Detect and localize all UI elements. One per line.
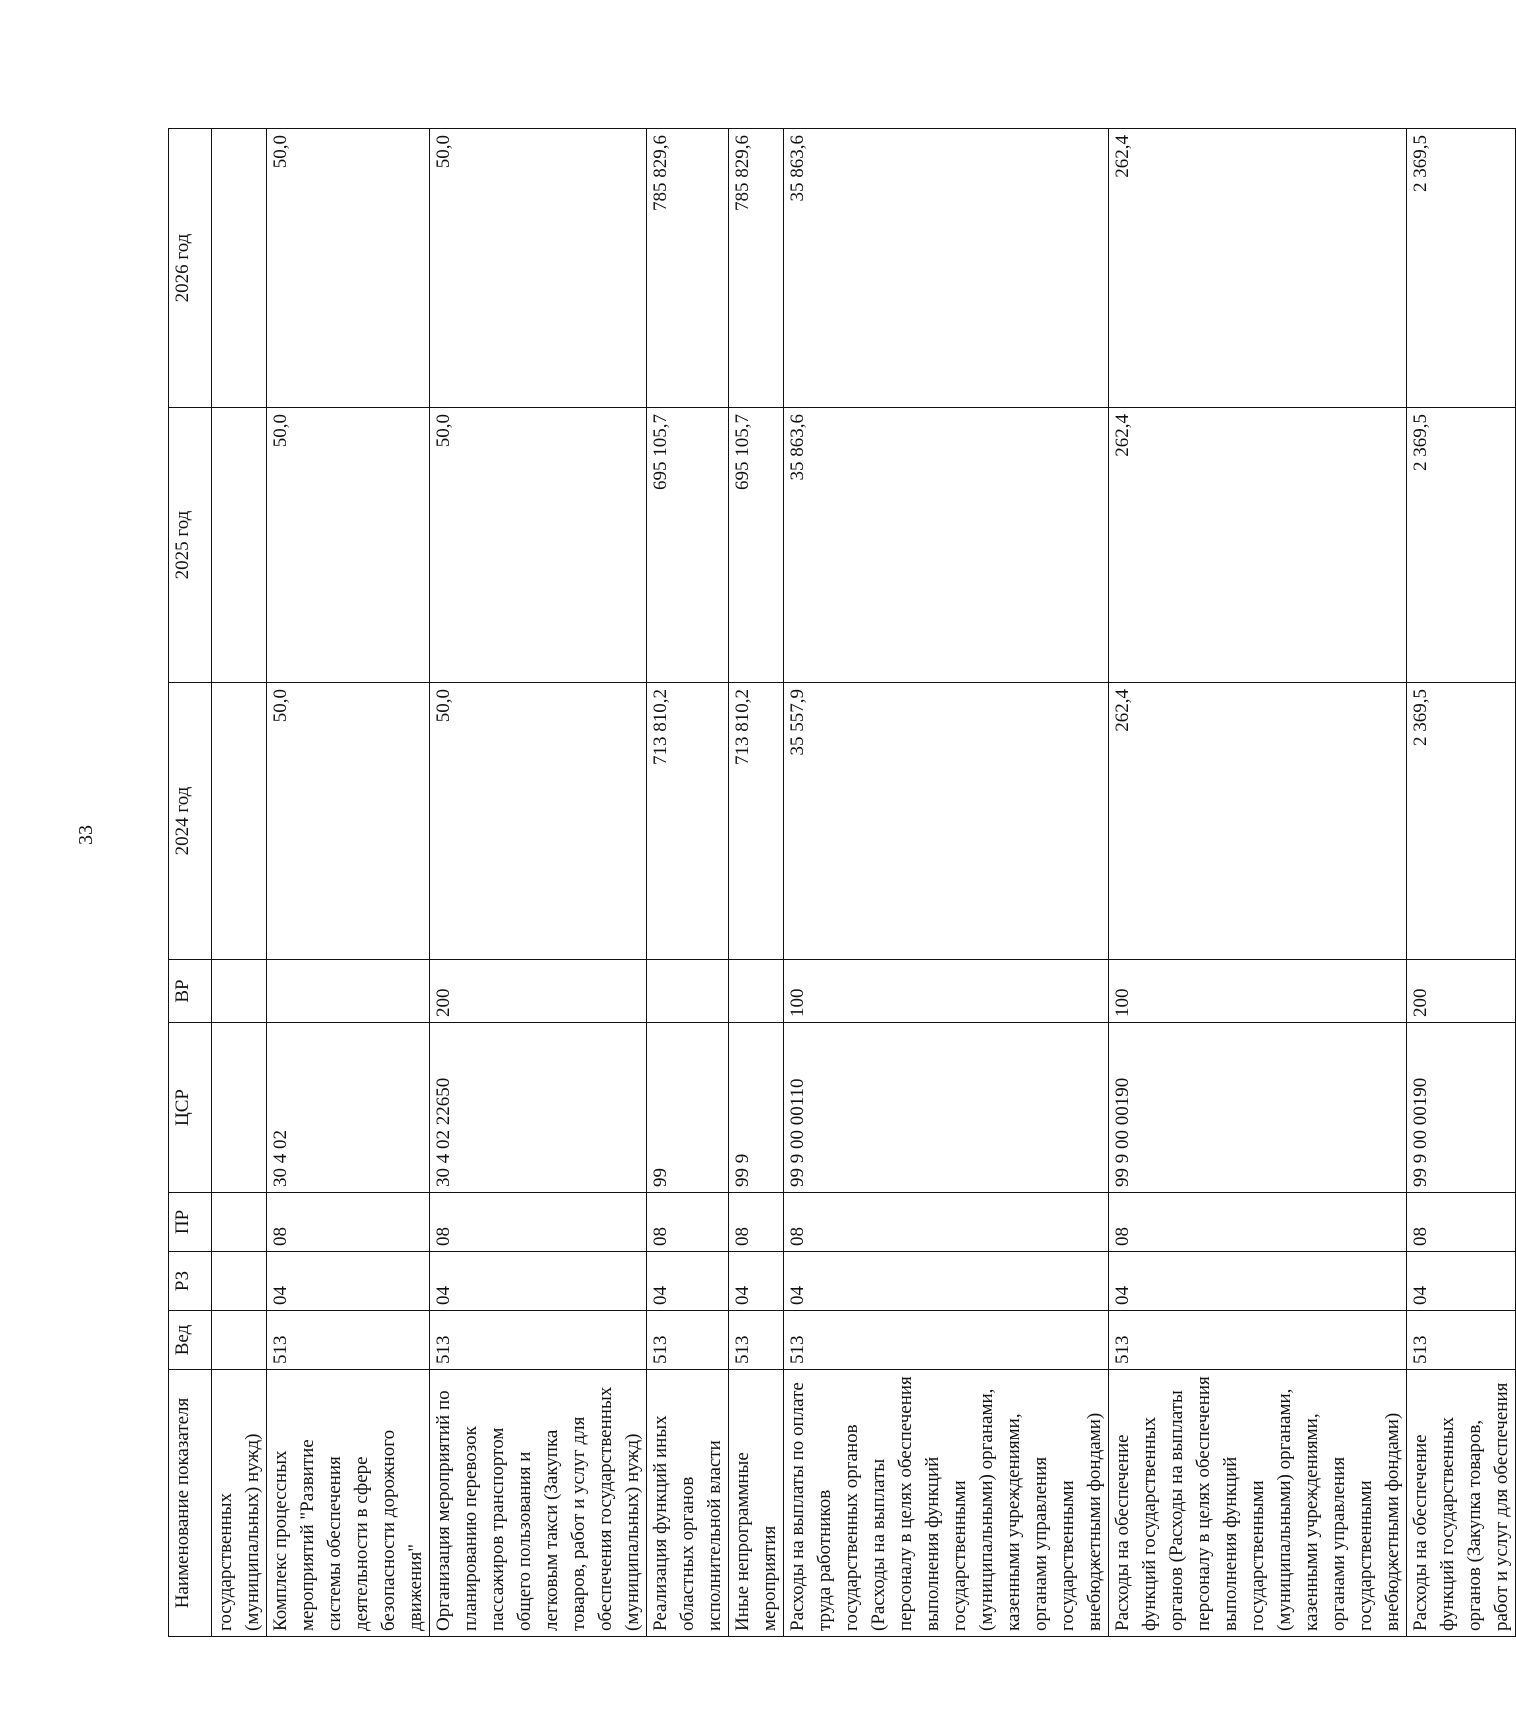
header-pr: ПР [169, 1193, 212, 1252]
cell-2026: 50,0 [430, 129, 647, 408]
cell-vr: 100 [1109, 960, 1407, 1023]
cell-pr: 08 [647, 1193, 729, 1252]
header-ved: Вед [169, 1311, 212, 1370]
cell-2026: 2 369,5 [1407, 129, 1516, 408]
cell-name: Расходы на обеспечение функций государственных органов (Закупка товаров, работ и услуг для обеспечения [1407, 1370, 1516, 1637]
cell-2026: 785 829,6 [729, 129, 784, 408]
cell-pr: 08 [729, 1193, 784, 1252]
cell-pr: 08 [430, 1193, 647, 1252]
cell-2024: 262,4 [1109, 683, 1407, 960]
header-2026: 2026 год [169, 129, 212, 408]
cell-pr: 08 [267, 1193, 430, 1252]
cell-ved: 513 [647, 1311, 729, 1370]
cell-2024: 2 369,5 [1407, 683, 1516, 960]
cell-pr: 08 [1109, 1193, 1407, 1252]
cell-2025: 695 105,7 [647, 408, 729, 683]
cell-rz: 04 [267, 1252, 430, 1311]
cell-2025: 50,0 [267, 408, 430, 683]
cell-ved: 513 [729, 1311, 784, 1370]
cell-2025: 50,0 [430, 408, 647, 683]
header-name: Наименование показателя [169, 1370, 212, 1637]
cell-2026: 262,4 [1109, 129, 1407, 408]
cell-name: Комплекс процессных мероприятий "Развитие системы обеспечения деятельности в сфере безопасности дорожного движения" [267, 1370, 430, 1637]
cell-pr: 08 [784, 1193, 1109, 1252]
table-row [784, 129, 1109, 1637]
table-row [729, 129, 784, 1637]
cell-2026: 35 863,6 [784, 129, 1109, 408]
header-vr: ВР [169, 960, 212, 1023]
table-row [1109, 129, 1407, 1637]
cell-2026: 50,0 [267, 129, 430, 408]
cell-name: Реализация функций иных областных органов исполнительной власти [647, 1370, 729, 1637]
continuation-text: государственных (муниципальных) нужд) [212, 1370, 267, 1637]
budget-table [168, 128, 1516, 1637]
cell-rz: 04 [1407, 1252, 1516, 1311]
table-row [430, 129, 647, 1637]
cell-2025: 262,4 [1109, 408, 1407, 683]
cell-vr: 200 [1407, 960, 1516, 1023]
cell-name: Расходы на выплаты по оплате труда работников государственных органов (Расходы на выплаты персоналу в целях обеспечения выполнения функций государственными (муниципальными) органами, казенными учреждениями, органами управления государственными внебюджетными фондами) [784, 1370, 1109, 1637]
cell-csr: 99 [647, 1023, 729, 1193]
cell-csr: 30 4 02 [267, 1023, 430, 1193]
cell-rz: 04 [729, 1252, 784, 1311]
table-row [1407, 129, 1516, 1637]
header-2025: 2025 год [169, 408, 212, 683]
header-csr: ЦСР [169, 1023, 212, 1193]
cell-csr: 99 9 [729, 1023, 784, 1193]
cell-vr [647, 960, 729, 1023]
cell-2024: 35 557,9 [784, 683, 1109, 960]
cell-name: Организация мероприятий по планированию перевозок пассажиров транспортом общего пользования и легковым такси (Закупка товаров, работ и услуг для обеспечения государственных (муниципальных) нужд) [430, 1370, 647, 1637]
cell-vr [729, 960, 784, 1023]
cell-2026: 785 829,6 [647, 129, 729, 408]
cell-vr [267, 960, 430, 1023]
header-2024: 2024 год [169, 683, 212, 960]
cell-csr: 99 9 00 00190 [1109, 1023, 1407, 1193]
cell-2025: 35 863,6 [784, 408, 1109, 683]
cell-ved: 513 [1109, 1311, 1407, 1370]
cell-vr: 200 [430, 960, 647, 1023]
cell-rz: 04 [430, 1252, 647, 1311]
rotated-table-wrapper [168, 129, 1512, 1637]
cell-2025: 2 369,5 [1407, 408, 1516, 683]
cell-ved: 513 [784, 1311, 1109, 1370]
page-number: 33 [75, 825, 97, 845]
cell-2024: 50,0 [267, 683, 430, 960]
header-rz: РЗ [169, 1252, 212, 1311]
cell-ved: 513 [430, 1311, 647, 1370]
cell-rz: 04 [1109, 1252, 1407, 1311]
cell-csr: 99 9 00 00110 [784, 1023, 1109, 1193]
cell-name: Расходы на обеспечение функций государственных органов (Расходы на выплаты персоналу в целях обеспечения выполнения функций государственными (муниципальными) органами, казенными учреждениями, органами управления государственными внебюджетными фондами) [1109, 1370, 1407, 1637]
cell-name: Иные непрограммные мероприятия [729, 1370, 784, 1637]
continuation-row [212, 129, 267, 1637]
cell-rz: 04 [647, 1252, 729, 1311]
table-row [267, 129, 430, 1637]
cell-vr: 100 [784, 960, 1109, 1023]
cell-2025: 695 105,7 [729, 408, 784, 683]
cell-pr: 08 [1407, 1193, 1516, 1252]
cell-2024: 50,0 [430, 683, 647, 960]
cell-2024: 713 810,2 [729, 683, 784, 960]
cell-csr: 99 9 00 00190 [1407, 1023, 1516, 1193]
header-row [169, 129, 212, 1637]
cell-csr: 30 4 02 22650 [430, 1023, 647, 1193]
cell-rz: 04 [784, 1252, 1109, 1311]
cell-ved: 513 [1407, 1311, 1516, 1370]
cell-2024: 713 810,2 [647, 683, 729, 960]
cell-ved: 513 [267, 1311, 430, 1370]
table-row [647, 129, 729, 1637]
